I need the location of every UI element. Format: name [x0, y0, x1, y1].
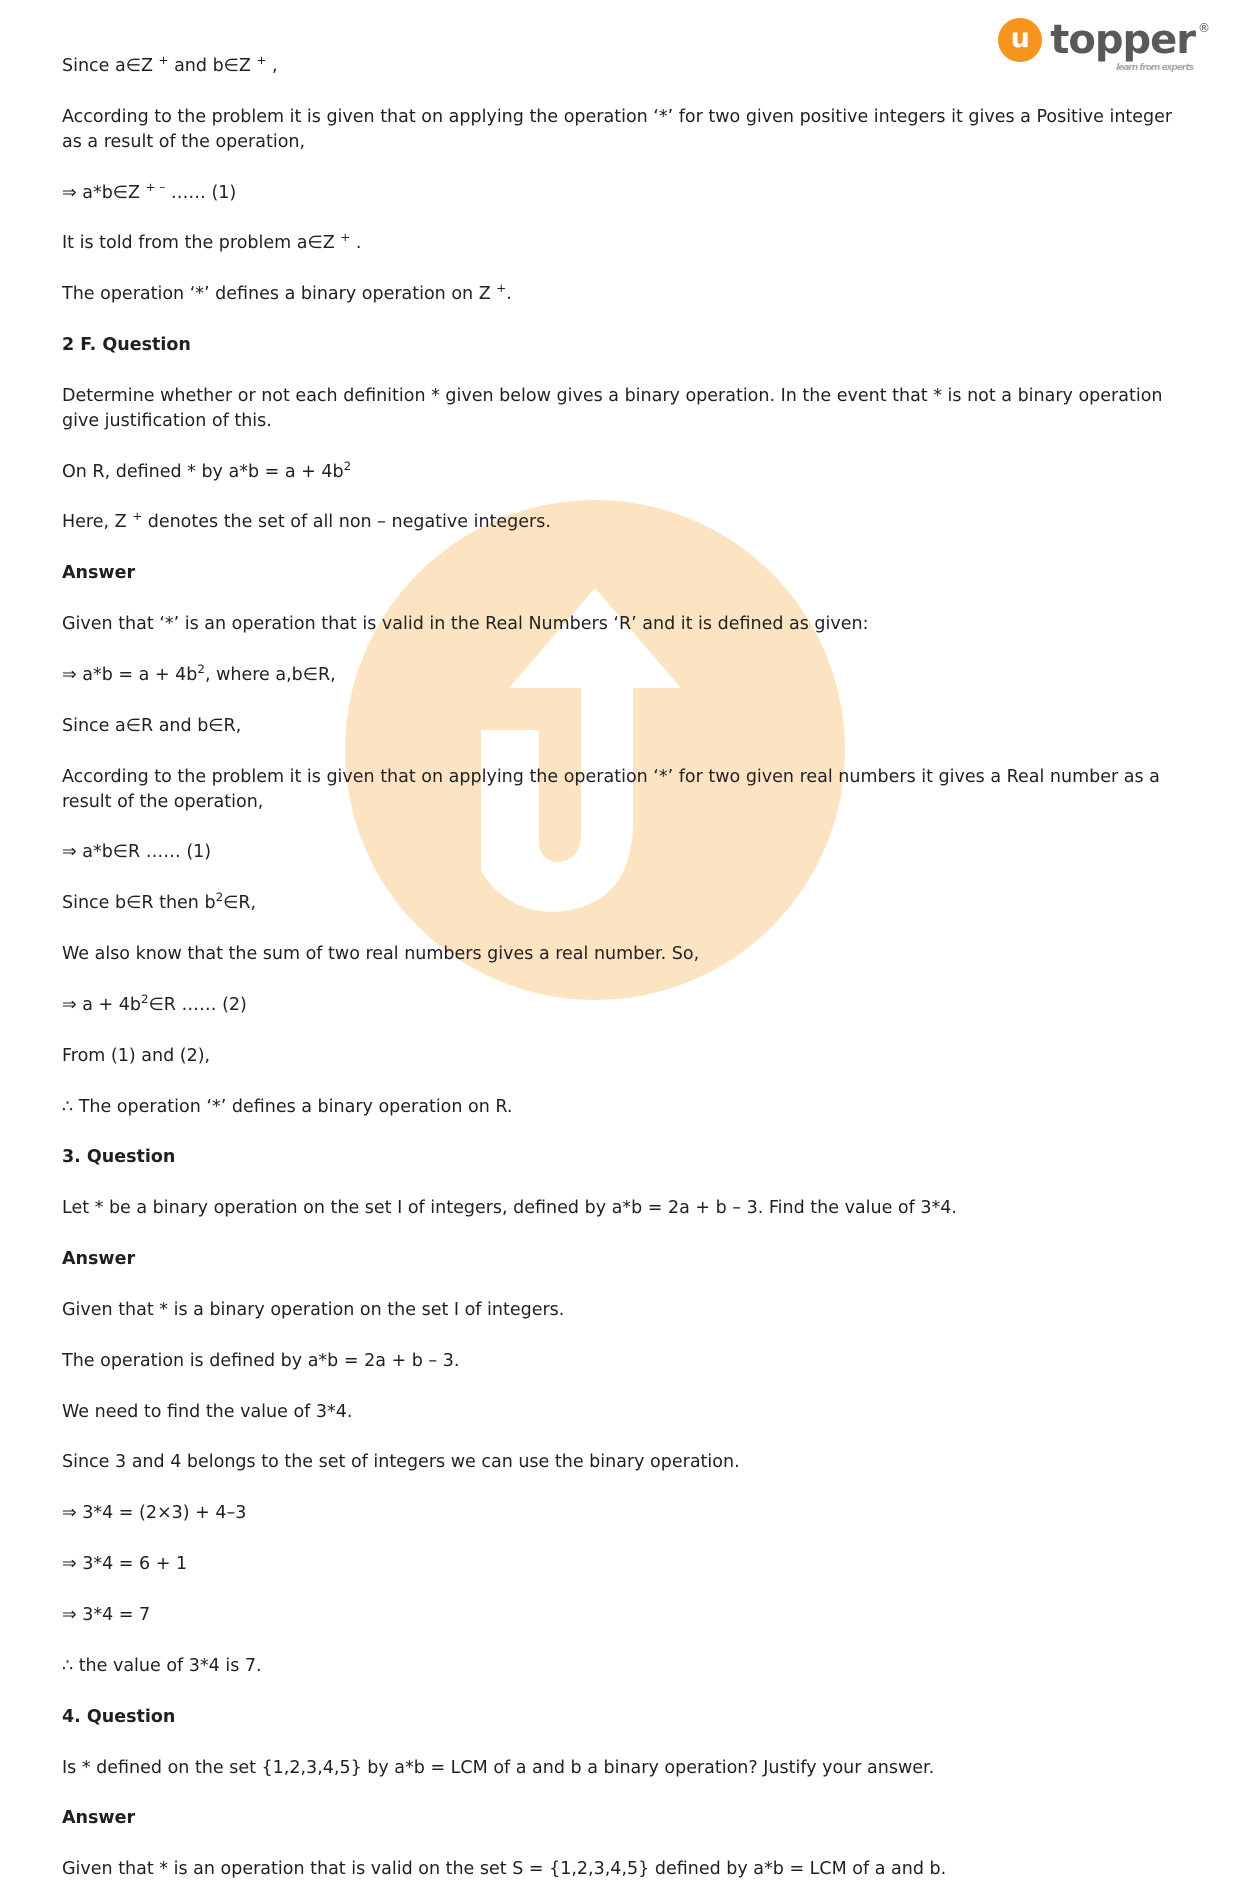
paragraph-l26: ⇒ 3*4 = 7	[62, 1605, 151, 1625]
paragraph-l29: Given that * is an operation that is valid on the set S = {1,2,3,4,5} defined by a*b = LCM of a and b.	[62, 1859, 947, 1880]
paragraph-l12: According to the problem it is given that on applying the operation ‘*’ for two given real numbers it gives a Real number as a result of the operation,	[62, 766, 1160, 812]
paragraph-l5: The operation ‘*’ defines a binary operation on Z +.	[62, 281, 512, 305]
paragraph-l6: Determine whether or not each definition * given below gives a binary operation. In the event that * is not a binary operation give justification of this.	[62, 385, 1163, 431]
heading-answer-1: Answer	[62, 563, 136, 584]
paragraph-l16: ⇒ $a + 4b^2\in R$ …… (2)	[62, 992, 247, 1015]
paragraph-l25: ⇒ 3*4 = 6 + 1	[62, 1554, 188, 1575]
paragraph-l21: The operation is defined by a*b = 2a + b – 3.	[62, 1350, 460, 1371]
paragraph-l3: ⇒ a*b∈Z + – …… (1)	[62, 179, 237, 203]
paragraph-l4: It is told from the problem a∈Z + .	[62, 230, 362, 254]
logo-name: topper	[1050, 17, 1195, 63]
paragraph-l17: From (1) and (2),	[62, 1045, 211, 1066]
logo-mark-icon	[998, 18, 1042, 62]
logo-tagline: learn from experts	[1116, 63, 1193, 73]
paragraph-l23: Since 3 and 4 belongs to the set of integers we can use the binary operation.	[62, 1452, 740, 1473]
paragraph-l13: ⇒ a*b∈R …… (1)	[62, 842, 212, 863]
paragraph-l19: Let * be a binary operation on the set I of integers, defined by a*b = 2a + b – 3. Find the value of 3*4.	[62, 1198, 957, 1219]
paragraph-l10: ⇒ $a*b = a + 4b^2$, where a,b∈R,	[62, 662, 336, 685]
paragraph-l28: Is * defined on the set {1,2,3,4,5} by a*b = LCM of a and b a binary operation? Justify your answer.	[62, 1757, 935, 1778]
paragraph-l27: ∴ the value of 3*4 is 7.	[62, 1655, 262, 1676]
paragraph-l15: We also know that the sum of two real numbers gives a real number. So,	[62, 944, 700, 965]
heading-question-2f: 2 F. Question	[62, 335, 191, 356]
paragraph-l11: Since a∈R and b∈R,	[62, 715, 242, 736]
heading-question-3: 3. Question	[62, 1147, 176, 1168]
paragraph-l9: Given that ‘*’ is an operation that is valid in the Real Numbers ‘R’ and it is defined as given:	[62, 614, 869, 635]
paragraph-l2: According to the problem it is given that on applying the operation ‘*’ for two given positive integers it gives a Positive integer as a result of the operation,	[62, 106, 1173, 152]
logo-registered-mark: ®	[1198, 21, 1209, 35]
paragraph-l1: Since a∈Z + and b∈Z + ,	[62, 53, 278, 76]
heading-answer-3: Answer	[62, 1808, 136, 1829]
paragraph-l7: On R, defined * by $a*b = a + 4b^2$	[62, 458, 352, 482]
paragraph-l8: Here, Z + denotes the set of all non – negative integers.	[62, 509, 551, 533]
logo-wordmark	[1050, 17, 1209, 73]
paragraph-l18: ∴ The operation ‘*’ defines a binary operation on R.	[62, 1096, 513, 1117]
logo-mark-letter: u	[1010, 22, 1030, 54]
paragraph-l20: Given that * is a binary operation on the set I of integers.	[62, 1299, 565, 1320]
heading-answer-2: Answer	[62, 1249, 136, 1270]
heading-question-4: 4. Question	[62, 1706, 176, 1727]
topper-logo	[998, 17, 1209, 73]
paragraph-l24: ⇒ 3*4 = (2×3) + 4–3	[62, 1503, 247, 1524]
paragraph-l14: Since b∈R then $b^2\in R$,	[62, 890, 257, 914]
paragraph-l22: We need to find the value of 3*4.	[62, 1401, 353, 1422]
